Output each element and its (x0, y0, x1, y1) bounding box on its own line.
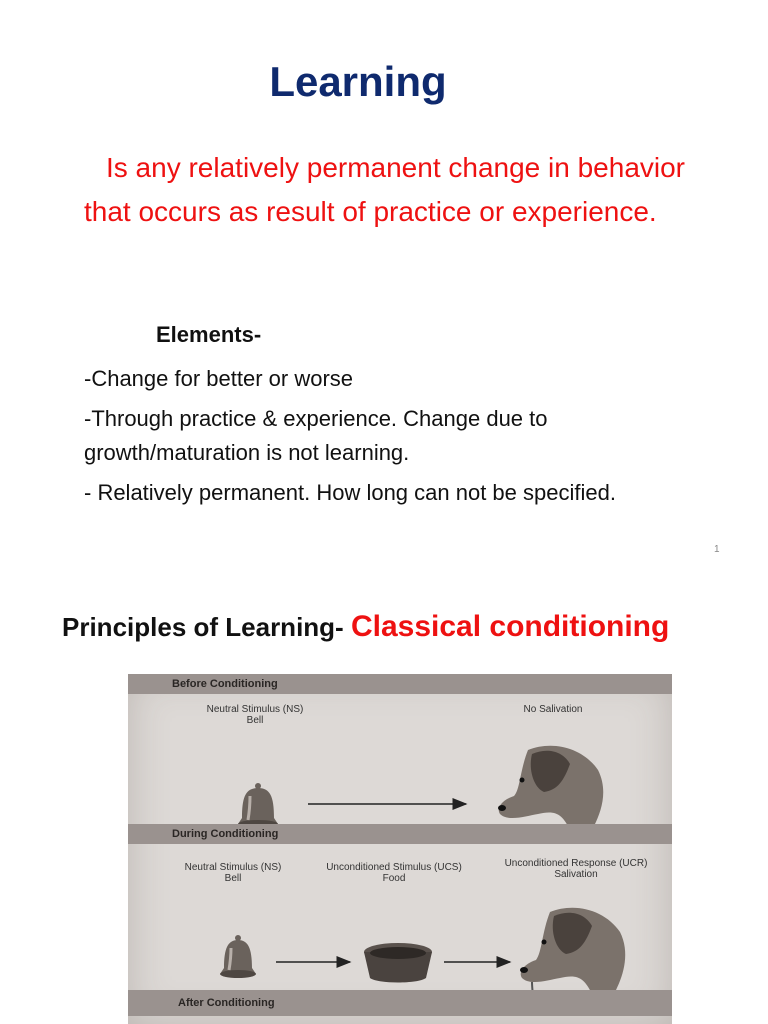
slide-2 (0, 580, 768, 1024)
dog-icon (498, 746, 603, 830)
during-ucr-label (488, 858, 664, 880)
after-conditioning-band: After Conditioning (128, 990, 672, 1016)
before-ns-label (190, 704, 320, 726)
definition-text: Is any relatively permanent change in behavior that occurs as result of practice or experience. (84, 152, 686, 227)
list-item: - Relatively permanent. How long can not be specified. (84, 480, 616, 505)
figure-illustration (128, 674, 672, 1024)
food-bowl-icon (364, 943, 432, 983)
label-line: Neutral Stimulus (NS) (184, 862, 282, 873)
bell-icon (238, 783, 278, 828)
label-line: Food (382, 873, 406, 884)
during-ns-label (168, 862, 298, 884)
bell-icon (220, 935, 256, 978)
label-line: Neutral Stimulus (NS) (206, 704, 304, 715)
page-number: 1 (714, 544, 720, 555)
during-ucs-label (314, 862, 474, 884)
title-accent: Classical conditioning (350, 610, 670, 643)
label-line: Bell (246, 715, 264, 726)
label-line: Bell (224, 873, 242, 884)
label-line: Salivation (554, 869, 598, 880)
before-result-label: No Salivation (523, 704, 583, 715)
conditioning-figure (128, 674, 672, 1024)
list-item: -Change for better or worse (84, 366, 354, 391)
slide-title: Learning (269, 58, 447, 105)
elements-list (84, 362, 704, 516)
list-item: -Through practice & experience. Change due to growth/maturation is not learning. (84, 406, 548, 465)
elements-heading: Elements- (156, 322, 262, 347)
before-conditioning-band: Before Conditioning (128, 674, 672, 694)
during-conditioning-band: During Conditioning (128, 824, 672, 844)
title-prefix: Principles of Learning- (62, 612, 344, 642)
slide-title (62, 610, 669, 644)
label-line: Unconditioned Stimulus (UCS) (326, 862, 462, 873)
label-line: Unconditioned Response (UCR) (504, 858, 648, 869)
